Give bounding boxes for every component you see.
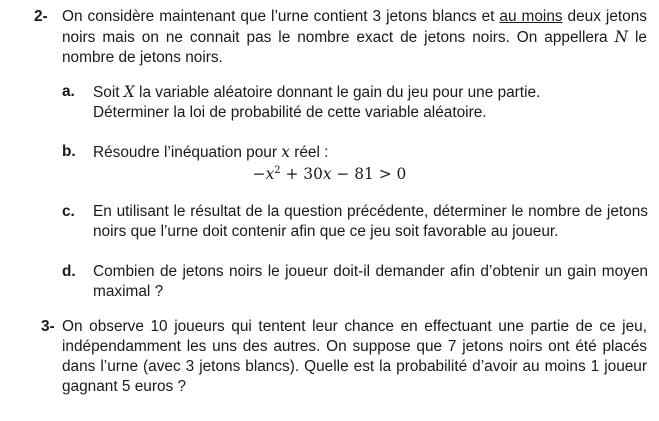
question-2c-letter: c. — [62, 203, 75, 220]
question-3-number: 3- — [41, 318, 55, 335]
question-2-text-part2: deux jetons noirs mais on ne connait pas le nombre exact de jetons noirs. On appellera — [62, 8, 647, 46]
question-2-text-part1: On considère maintenant que l’urne contient 3 jetons blancs et — [62, 8, 500, 25]
question-2b-text — [93, 142, 648, 163]
question-2d-letter: d. — [62, 263, 76, 280]
question-2-number: 2- — [34, 8, 48, 25]
question-2b-text-end: réel : — [289, 144, 329, 161]
inequation-expression: $-x^2 + 30x - 81 > 0$ — [252, 165, 407, 184]
question-2c-text: En utilisant le résultat de la question précédente, déterminer le nombre de jetons noirs que l’urne doit contenir afin que ce jeu soit favorable au joueur. — [93, 203, 648, 240]
question-2b-var-x: x — [281, 143, 290, 161]
question-2b-letter: b. — [62, 143, 76, 160]
question-2-text-part3: le nombre de jetons noirs. — [62, 29, 647, 66]
question-2-underlined: au moins — [499, 8, 563, 25]
question-2a-line2: Déterminer la loi de probabilité de cette variable aléatoire. — [93, 104, 487, 121]
question-2a-line1-end: la variable aléatoire donnant le gain du jeu pour une partie. — [134, 84, 541, 101]
question-2a-letter: a. — [62, 83, 75, 100]
question-3-text: On observe 10 joueurs qui tentent leur chance en effectuant une partie de ce jeu, indépendamment les uns des autres. On suppose que 7 jetons noirs ont été placés dans l’urne (avec 3 jetons blancs). Quelle est la probabilité d’avoir au moins 1 joueur gagnant 5 euros ? — [62, 318, 647, 395]
question-2b-text-start: Résoudre l’inéquation pour — [93, 144, 282, 161]
question-2-text — [62, 7, 647, 68]
question-2a-text — [93, 82, 648, 123]
question-2a-line1-start: Soit — [93, 84, 124, 101]
question-2-var-n: N — [614, 28, 629, 46]
question-2a-line1 — [93, 82, 648, 103]
question-2a-var-x: X — [123, 83, 135, 101]
inequation — [0, 161, 659, 184]
question-2d-text: Combien de jetons noirs le joueur doit-il demander afin d’obtenir un gain moyen maximal ? — [93, 263, 648, 300]
